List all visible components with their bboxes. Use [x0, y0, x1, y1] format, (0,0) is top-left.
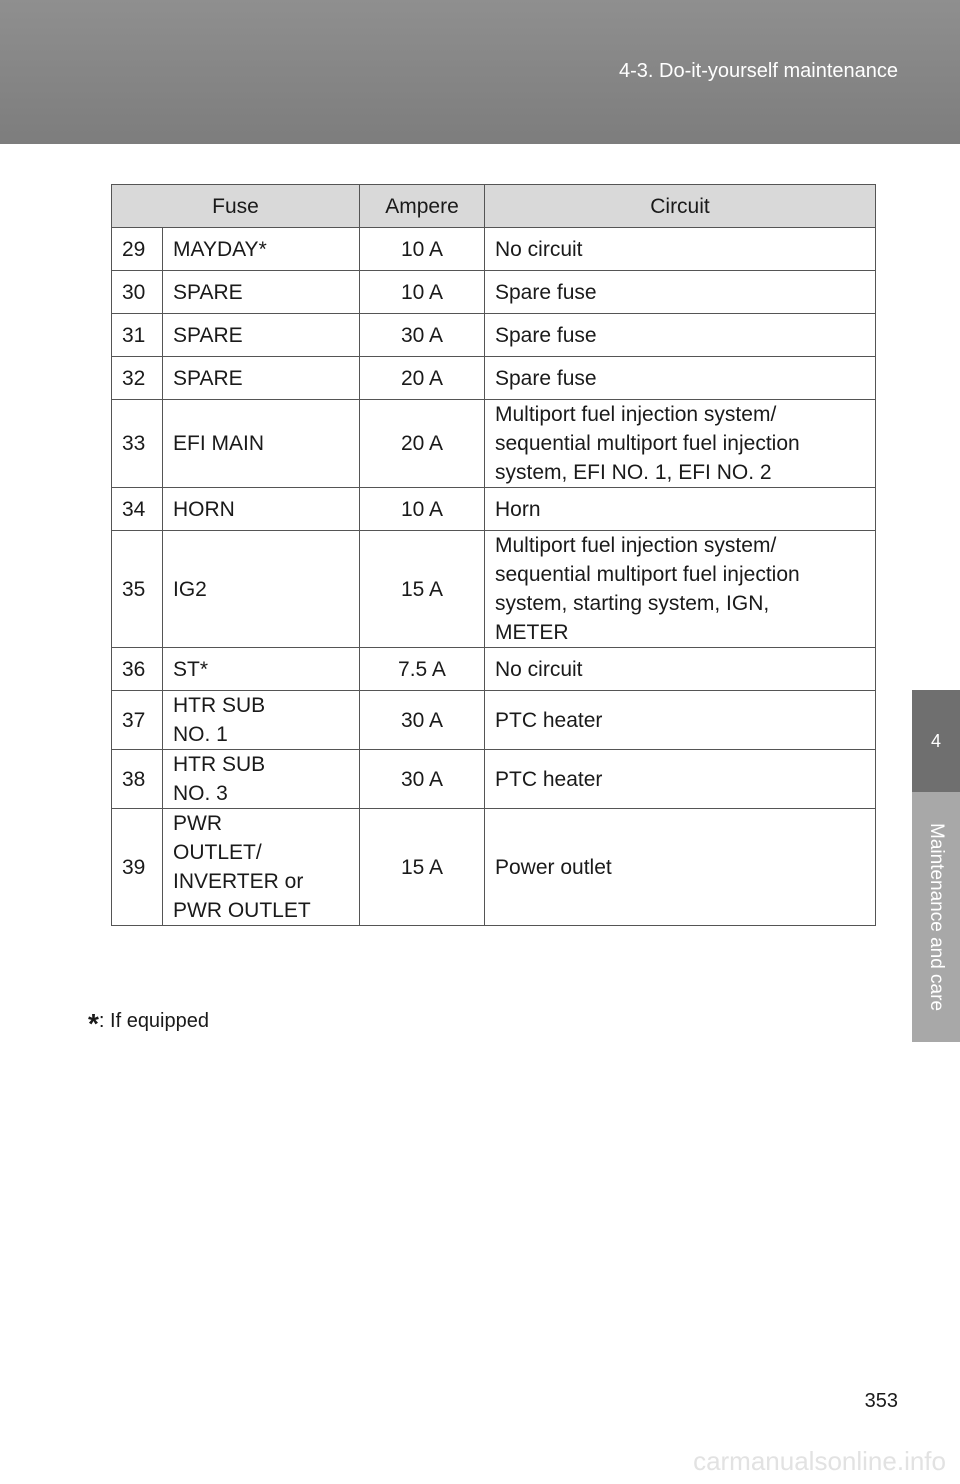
table-row [112, 531, 876, 648]
fuse-circuit: PTC heater [485, 691, 876, 750]
fuse-ampere: 10 A [360, 271, 485, 314]
table-row [112, 809, 876, 926]
footnote-text: : If equipped [98, 1010, 209, 1032]
fuse-circuit: Multiport fuel injection system/ sequential multiport fuel injection system, EFI NO. 1, EFI NO. 2 [485, 400, 876, 488]
fuse-name: IG2 [163, 531, 360, 648]
fuse-ampere: 7.5 A [360, 648, 485, 691]
page-number: 353 [864, 1390, 898, 1412]
fuse-ampere: 10 A [360, 228, 485, 271]
table-row [112, 750, 876, 809]
fuse-ampere: 15 A [360, 809, 485, 926]
table-row [112, 648, 876, 691]
fuse-number: 37 [112, 691, 163, 750]
table-header-row [112, 185, 876, 228]
fuse-ampere: 30 A [360, 691, 485, 750]
fuse-name: SPARE [163, 314, 360, 357]
footnote-symbol: * [88, 1008, 99, 1039]
table-row [112, 488, 876, 531]
fuse-name: HTR SUB NO. 1 [163, 691, 360, 750]
fuse-ampere: 20 A [360, 400, 485, 488]
fuse-ampere: 10 A [360, 488, 485, 531]
fuse-circuit: Multiport fuel injection system/ sequential multiport fuel injection system, starting system, IGN, METER [485, 531, 876, 648]
fuse-circuit: Spare fuse [485, 357, 876, 400]
side-tab [912, 792, 960, 1042]
fuse-name: HTR SUB NO. 3 [163, 750, 360, 809]
fuse-ampere: 30 A [360, 314, 485, 357]
watermark: carmanualsonline.info [693, 1446, 946, 1476]
fuse-circuit: PTC heater [485, 750, 876, 809]
fuse-ampere: 30 A [360, 750, 485, 809]
fuse-ampere: 20 A [360, 357, 485, 400]
fuse-name: PWR OUTLET/ INVERTER or PWR OUTLET [163, 809, 360, 926]
fuse-name: MAYDAY* [163, 228, 360, 271]
fuse-number: 34 [112, 488, 163, 531]
fuse-name: HORN [163, 488, 360, 531]
fuse-number: 38 [112, 750, 163, 809]
fuse-circuit: No circuit [485, 648, 876, 691]
header-circuit: Circuit [485, 185, 876, 228]
fuse-name: SPARE [163, 357, 360, 400]
table-row [112, 314, 876, 357]
fuse-circuit: Spare fuse [485, 314, 876, 357]
fuse-circuit: Power outlet [485, 809, 876, 926]
table-row [112, 228, 876, 271]
table-body [112, 228, 876, 926]
fuse-number: 29 [112, 228, 163, 271]
table-row [112, 357, 876, 400]
fuse-number: 30 [112, 271, 163, 314]
fuse-number: 35 [112, 531, 163, 648]
table-row [112, 400, 876, 488]
fuse-number: 39 [112, 809, 163, 926]
table-row [112, 691, 876, 750]
fuse-circuit: Horn [485, 488, 876, 531]
section-title: 4-3. Do-it-yourself maintenance [618, 60, 898, 82]
header-ampere: Ampere [360, 185, 485, 228]
fuse-circuit: No circuit [485, 228, 876, 271]
fuse-name: SPARE [163, 271, 360, 314]
fuse-name: EFI MAIN [163, 400, 360, 488]
fuse-number: 32 [112, 357, 163, 400]
fuse-name: ST* [163, 648, 360, 691]
fuse-number: 36 [112, 648, 163, 691]
header-fuse: Fuse [112, 185, 360, 228]
side-tab-number: 4 [912, 690, 960, 792]
table-row [112, 271, 876, 314]
fuse-number: 31 [112, 314, 163, 357]
fuse-ampere: 15 A [360, 531, 485, 648]
fuse-number: 33 [112, 400, 163, 488]
fuse-circuit: Spare fuse [485, 271, 876, 314]
fuse-table [111, 184, 876, 926]
footnote [88, 1008, 209, 1040]
side-tab-label: Maintenance and care [926, 822, 947, 1012]
